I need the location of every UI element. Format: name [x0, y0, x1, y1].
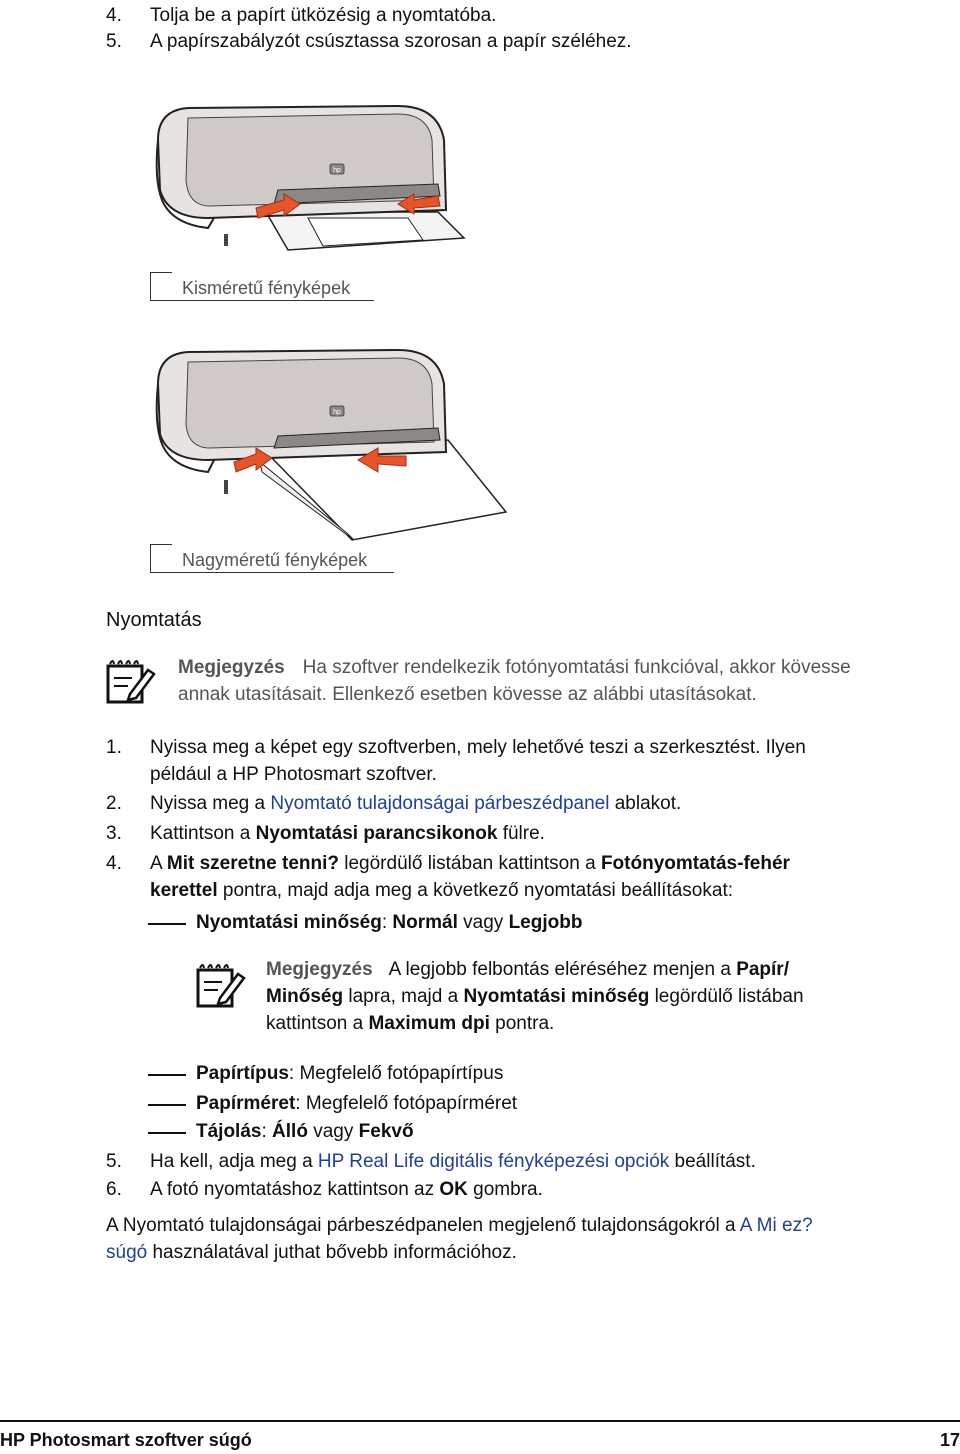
- step-number: 5.: [106, 1151, 122, 1172]
- step-text: Nyissa meg a képet egy szoftverben, mely lehetővé teszi a szerkesztést. Ilyen: [150, 737, 806, 758]
- text-run: : Megfelelő fotópapírtípus: [288, 1063, 504, 1084]
- bold-term: kerettel: [150, 880, 218, 901]
- caption-bracket: [150, 544, 151, 572]
- note-text: [266, 958, 789, 982]
- setting-value: Legjobb: [508, 912, 583, 933]
- hp-logo: hp: [333, 167, 341, 174]
- hp-real-life-link[interactable]: HP Real Life digitális fényképezési opciók: [317, 1151, 670, 1172]
- bold-term: Nyomtatási parancsikonok: [255, 823, 498, 844]
- what-is-this-link[interactable]: A Mi ez?: [739, 1215, 813, 1236]
- step-text: [150, 822, 545, 846]
- step-text: [150, 852, 790, 876]
- step-number: 4.: [106, 5, 122, 26]
- caption-rule: [150, 572, 394, 573]
- step-text: [150, 1178, 543, 1202]
- step-number: 6.: [106, 1179, 122, 1200]
- figure-caption: Nagyméretű fényképek: [182, 550, 368, 570]
- printer-properties-link[interactable]: Nyomtató tulajdonságai párbeszédpanel: [270, 793, 610, 814]
- step-number: 2.: [106, 793, 122, 814]
- note-label: Megjegyzés: [178, 657, 285, 678]
- step-text: [150, 1150, 756, 1174]
- list-dash: [148, 1132, 186, 1134]
- help-link[interactable]: súgó: [106, 1242, 148, 1263]
- footer-rule: [0, 1420, 960, 1422]
- note-line: annak utasításait. Ellenkező esetben kövesse az alábbi utasításokat.: [178, 684, 757, 705]
- list-dash: [148, 923, 186, 925]
- step-number: 4.: [106, 853, 122, 874]
- bold-term: Minőség: [266, 986, 344, 1007]
- note-label: Megjegyzés: [266, 959, 373, 980]
- setting-orientation: [196, 1120, 414, 1144]
- list-dash: [148, 1074, 186, 1076]
- setting-paper-type: [196, 1062, 503, 1086]
- bold-term: OK: [439, 1179, 468, 1200]
- hp-logo: hp: [333, 409, 341, 416]
- step-text: A papírszabályzót csúsztassa szorosan a papír széléhez.: [150, 31, 632, 52]
- setting-value: Normál: [392, 912, 458, 933]
- text-run: gombra.: [467, 1179, 543, 1200]
- bold-term: Maximum dpi: [368, 1013, 490, 1034]
- list-dash: [148, 1104, 186, 1106]
- setting-key: Nyomtatási minőség: [196, 912, 382, 933]
- closing-paragraph: [106, 1241, 517, 1265]
- text-run: legördülő listában kattintson a: [338, 853, 601, 874]
- setting-value: Álló: [272, 1121, 308, 1142]
- text-run: A legjobb felbontás eléréséhez menjen a: [388, 959, 737, 980]
- step-number: 3.: [106, 823, 122, 844]
- caption-bracket: [150, 272, 151, 300]
- note-icon: [194, 960, 246, 1010]
- text-run: Kattintson a: [150, 823, 256, 844]
- text-run: fülre.: [497, 823, 545, 844]
- printer-small-photos-illustration: [148, 100, 468, 260]
- text-run: Ha kell, adja meg a: [150, 1151, 318, 1172]
- setting-value: Fekvő: [358, 1121, 414, 1142]
- setting-paper-size: [196, 1092, 517, 1116]
- figure-caption: Kisméretű fényképek: [182, 278, 351, 298]
- setting-key: Papírméret: [196, 1093, 296, 1114]
- setting-key: Papírtípus: [196, 1063, 289, 1084]
- text-run: vagy: [457, 912, 509, 933]
- text-run: : Megfelelő fotópapírméret: [295, 1093, 518, 1114]
- footer-title: HP Photosmart szoftver súgó: [0, 1430, 252, 1450]
- text-run: ablakot.: [609, 793, 682, 814]
- note-text: [178, 656, 851, 680]
- text-run: A Nyomtató tulajdonságai párbeszédpanelen megjelenő tulajdonságokról a: [106, 1215, 740, 1236]
- text-run: A fotó nyomtatáshoz kattintson az: [150, 1179, 440, 1200]
- printer-large-photos-illustration: [148, 344, 508, 544]
- text-run: beállítást.: [669, 1151, 756, 1172]
- caption-rule: [150, 272, 172, 273]
- text-run: :: [381, 912, 393, 933]
- bold-term: Fotónyomtatás-fehér: [600, 853, 790, 874]
- step-number: 1.: [106, 737, 122, 758]
- step-text: [150, 792, 681, 816]
- page-number: 17: [939, 1430, 960, 1450]
- setting-quality: [196, 911, 582, 935]
- bold-term: Papír/: [736, 959, 789, 980]
- step-text: például a HP Photosmart szoftver.: [150, 764, 437, 785]
- step-text: Tolja be a papírt ütközésig a nyomtatóba.: [150, 5, 497, 26]
- note-text: [266, 985, 804, 1009]
- text-run: pontra, majd adja meg a következő nyomtatási beállításokat:: [217, 880, 734, 901]
- text-run: :: [261, 1121, 273, 1142]
- bold-term: Mit szeretne tenni?: [166, 853, 339, 874]
- bold-term: Nyomtatási minőség: [463, 986, 650, 1007]
- text-run: lapra, majd a: [343, 986, 464, 1007]
- text-run: legördülő listában: [649, 986, 804, 1007]
- text-run: kattintson a: [266, 1013, 369, 1034]
- section-title: Nyomtatás: [106, 609, 202, 631]
- step-text: [150, 879, 733, 903]
- note-text: [266, 1012, 554, 1036]
- setting-key: Tájolás: [196, 1121, 262, 1142]
- text-run: használatával juthat bővebb információhoz.: [147, 1242, 517, 1263]
- text-run: A: [150, 853, 167, 874]
- text-run: pontra.: [489, 1013, 555, 1034]
- caption-rule: [150, 544, 172, 545]
- note-icon: [104, 656, 156, 706]
- closing-paragraph: [106, 1214, 813, 1238]
- text-run: Nyissa meg a: [150, 793, 271, 814]
- note-line: Ha szoftver rendelkezik fotónyomtatási funkcióval, akkor kövesse: [302, 657, 851, 678]
- caption-rule: [150, 300, 374, 301]
- step-number: 5.: [106, 31, 122, 52]
- text-run: vagy: [307, 1121, 359, 1142]
